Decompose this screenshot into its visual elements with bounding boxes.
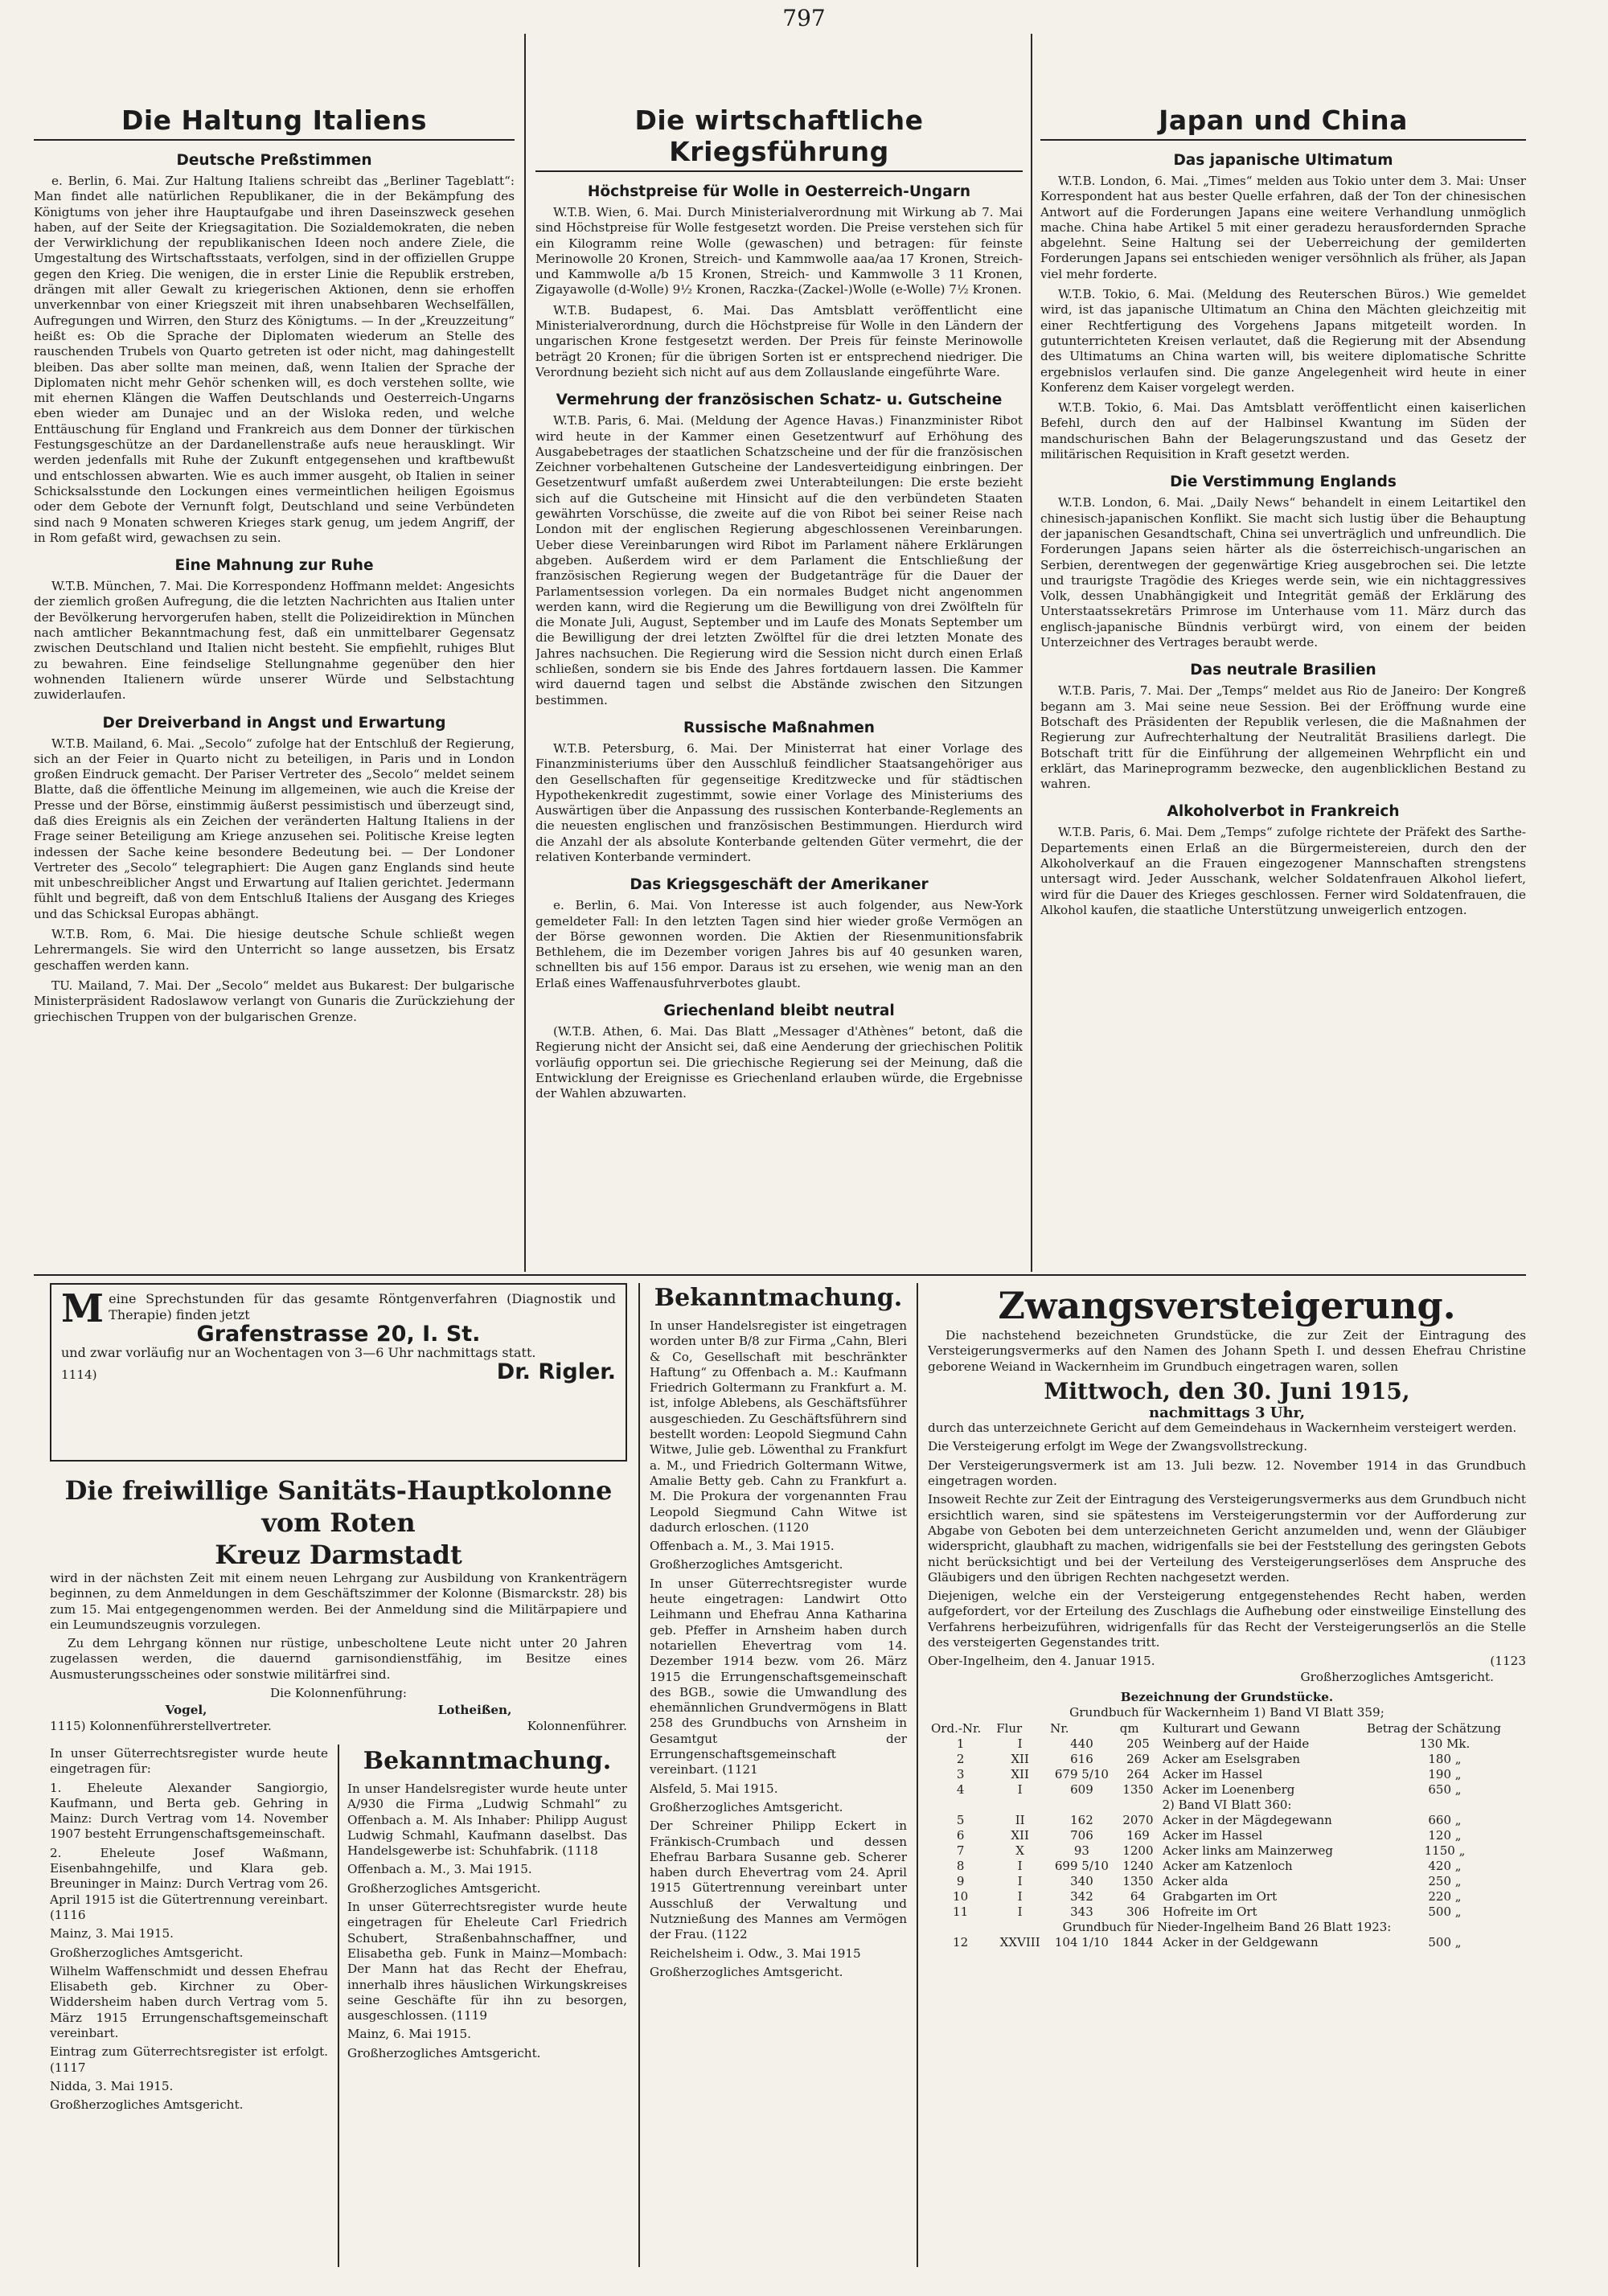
table-cell: XII [1011, 1751, 1029, 1766]
section-title: Vermehrung der französischen Schatz- u. Gutscheine [556, 392, 1003, 409]
table-cell: 306 [1126, 1904, 1150, 1919]
notice-paragraph: Großherzogliches Amtsgericht. [347, 1880, 541, 1896]
table-cell: 130 Mk. [1419, 1736, 1471, 1751]
ad-ref: 1115) [50, 1718, 86, 1733]
ad-sanitaet-leadership: Die Kolonnenführung: [269, 1686, 408, 1701]
ad-line2: und zwar vorläufig nur an Wochentagen von 3—6 Uhr nachmittags statt. [61, 1345, 536, 1361]
column-headline: Japan und China [1159, 105, 1408, 136]
table-cell: 1350 [1122, 1873, 1154, 1888]
article-body [535, 898, 1023, 991]
notice-paragraph: durch das unterzeichnete Gericht auf dem Gemeindehaus in Wackernheim versteigert werden. [928, 1421, 1517, 1436]
table-cell: 120 „ [1428, 1827, 1462, 1843]
article-body [535, 413, 1023, 708]
column-war-economy [535, 34, 1023, 1272]
column-divider [524, 34, 526, 1272]
section-title: Deutsche Preßstimmen [176, 152, 372, 169]
notice-paragraph: Großherzogliches Amtsgericht. [347, 2045, 541, 2060]
table-cell: Acker alda [1163, 1873, 1229, 1888]
column-japan-china [1040, 34, 1526, 1272]
table-cell: I [1017, 1858, 1023, 1873]
table-cell: Acker im Hassel [1163, 1827, 1263, 1843]
article-body [34, 736, 515, 1025]
notice-paragraph: 1. Eheleute Alexander Sangiorgio, Kaufmann, und Berta geb. Gehring in Mainz: Durch Vertrag vom 14. November 1907 besteht Errungenschaftsgemeinschaft. [50, 1780, 328, 1842]
signer-role: Kolonnenführerstellvertreter. [89, 1718, 272, 1733]
table-cell: 190 „ [1428, 1766, 1462, 1781]
table-cell: 706 [1070, 1827, 1093, 1843]
article-paragraph: e. Berlin, 6. Mai. Von Interesse ist auch folgender, aus New-York gemeldeter Fall: In den letzten Tagen sind hier wieder große Vermögen an der Börse gewonnen worden. Die Aktien der Riesenmunitionsfabrik Bethlehem, die im Dezember vorigen Jahres bis auf 40 gesunken waren, schnellten bis auf 156 empor. Daraus ist zu ersehen, wie wenig man an den Erlaß eines Waffenausfuhrverbotes glaubt. [535, 898, 1023, 990]
table-row [928, 1752, 1526, 1767]
notice-paragraph: Die Versteigerung erfolgt im Wege der Zwangsvollstreckung. [928, 1439, 1308, 1454]
ad-bekanntmachung-schmahl [347, 1746, 627, 2261]
table-cell: 679 5/10 [1054, 1766, 1109, 1781]
table-cell: Acker in der Geldgewann [1163, 1934, 1319, 1950]
section-title: Eine Mahnung zur Ruhe [174, 557, 374, 575]
ad-zwang-book2: 2) Band VI Blatt 360: [1162, 1797, 1292, 1812]
table-cell: 650 „ [1428, 1781, 1462, 1797]
notice-paragraph: Insoweit Rechte zur Zeit der Eintragung des Versteigerungsvermerks aus dem Grundbuch nicht ersichtlich waren, sind sie spätestens im Versteigerungstermin vor der Aufforderung zur Abgabe von Geboten bei dem unterzeichneten Gericht anzumelden und, wenn der Gläubiger widerspricht, glaubhaft zu machen, widrigenfalls sie bei der Feststellung des geringsten Gebots nicht berücksichtigt und bei der Verteilung des Versteigerungserlöses dem Anspruche des Gläubigers und den übrigen Rechten nachgesetzt werden. [928, 1492, 1526, 1585]
table-cell: XXVIII [999, 1934, 1040, 1950]
section-title: Das neutrale Brasilien [1190, 662, 1376, 679]
table-cell: XII [1011, 1766, 1029, 1781]
ad-sanitaet-text: wird in der nächsten Zeit mit einem neuen Lehrgang zur Ausbildung von Krankenträgern beginnen, zu dem Anmeldungen in dem Geschäftszimmer der Kolonne (Bismarckstr. 28) bis zum 15. Mai entgegengenommen werden. Bei der Anmeldung sind die Militärpapiere und ein Leumundszeugnis vorzulegen. [50, 1571, 627, 1632]
article-paragraph: W.T.B. Wien, 6. Mai. Durch Ministerialverordnung mit Wirkung ab 7. Mai sind Höchstpreise für Wolle festgesetzt worden. Die Preise verstehen sich für ein Kilogramm reine Wolle (gewaschen) und betragen: für feinste Merinowolle 20 Kronen, Streich- und Kammwolle aaa/aa 17 Kronen, Streich- und Kammwolle a/b 15 Kronen, Streich- und Kammwolle 3 11 Kronen, Zigayawolle (d-Wolle) 9½ Kronen, Raczka-(Zackel-)Wolle (e-Wolle) 7½ Kronen. [535, 205, 1023, 297]
notice-paragraph: 2. Eheleute Josef Waßmann, Eisenbahngehilfe, und Klara geb. Breuninger in Mainz: Durch Vertrag vom 26. April 1915 ist die Gütertrennung vereinbart. (1116 [50, 1845, 328, 1922]
table-cell: 7 [956, 1843, 965, 1858]
table-cell: Acker im Loenenberg [1163, 1781, 1295, 1797]
section-divider [34, 1274, 1526, 1276]
ad-zwangsversteigerung [928, 1283, 1526, 2261]
table-row [928, 1736, 1526, 1752]
column-divider [917, 1283, 918, 2267]
table-cell: Grabgarten im Ort [1163, 1888, 1278, 1904]
section-title: Russische Maßnahmen [683, 719, 875, 736]
table-cell: 1150 „ [1424, 1843, 1466, 1858]
news-columns [34, 34, 1526, 1272]
signer-name: Vogel, [165, 1703, 207, 1718]
article-body [34, 579, 515, 703]
table-cell: 2 [956, 1751, 965, 1766]
article-paragraph: W.T.B. Paris, 6. Mai. Dem „Temps“ zufolge richtete der Präfekt des Sarthe-Departements einen Erlaß an die Bürgermeistereien, durch den der Alkoholverkauf an die Frauen eingezogener Mannschaften strengstens untersagt wird. Jeder Ausschank, welcher Soldatenfrauen Alkohol liefert, wird für die Dauer des Krieges geschlossen. Ferner wird Soldatenfrauen, die Alkohol kaufen, die staatliche Unterstützung unweigerlich entzogen. [1040, 825, 1526, 917]
table-cell: 205 [1126, 1736, 1150, 1751]
table-cell: 269 [1126, 1751, 1150, 1766]
table-row [928, 1767, 1526, 1782]
notice-paragraph: Wilhelm Waffenschmidt und dessen Ehefrau Elisabeth geb. Kirchner zu Ober-Widdersheim haben durch Vertrag vom 5. März 1915 Errungenschaftsgemeinschaft vereinbart. [50, 1963, 328, 2041]
notice-paragraph: In unser Güterrechtsregister wurde heute eingetragen für Eheleute Carl Friedrich Schubert, Straßenbahnschaffner, und Elisabetha geb. Funk in Mainz—Mombach: Der Mann hat das Recht der Ehefrau, innerhalb ihres häuslichen Wirkungskreises seine Geschäfte für ihn zu besorgen, ausgeschlossen. (1119 [347, 1900, 627, 2023]
article-paragraph: W.T.B. München, 7. Mai. Die Korrespondenz Hoffmann meldet: Angesichts der ziemlich großen Aufregung, die die letzten Nachrichten aus Italien unter der Bevölkerung hervorgerufen haben, stellt die Polizeidirektion in München nach amtlicher Bekanntmachung fest, daß ein unmittelbarer Gegensatz zwischen Deutschland und Italien nicht besteht. Sie empfiehlt, ruhiges Blut zu bewahren. Eine feindselige Stellungnahme gegenüber den hier wohnenden Italienern würde unserer Würde und Selbstachtung zuwiderlaufen. [34, 579, 515, 703]
table-cell: I [1017, 1888, 1023, 1904]
notice-paragraph: Großherzogliches Amtsgericht. [650, 1557, 843, 1572]
grundstuecke-table [928, 1721, 1526, 1950]
article-body [34, 174, 515, 546]
ad-zwang-title: Zwangsversteigerung. [998, 1284, 1456, 1327]
ad-zwang-table-title: Bezeichnung der Grundstücke. [1120, 1689, 1334, 1704]
table-cell: 340 [1070, 1873, 1093, 1888]
ad-sanitaet [50, 1474, 627, 1740]
table-cell: 220 „ [1428, 1888, 1462, 1904]
section-title: Höchstpreise für Wolle in Oesterreich-Ungarn [587, 183, 971, 200]
table-cell: 660 „ [1428, 1812, 1462, 1827]
table-cell: 343 [1070, 1904, 1093, 1919]
table-cell: 93 [1073, 1843, 1089, 1858]
ad-bekanntmachung-cahn [650, 1283, 907, 2261]
table-header: Flur [996, 1720, 1023, 1736]
ad-sanitaet-title: Die freiwillige Sanitäts-Hauptkolonne vom Roten [64, 1475, 613, 1538]
table-cell: 699 5/10 [1054, 1858, 1109, 1873]
table-cell: 9 [956, 1873, 965, 1888]
signer-name: Lotheißen, [437, 1703, 512, 1718]
table-cell: I [1017, 1736, 1023, 1751]
article-paragraph: W.T.B. Petersburg, 6. Mai. Der Ministerrat hat einer Vorlage des Finanzministeriums über den Ausschluß feindlicher Staatsangehöriger aus den Gesellschaften für gegenseitige Kreditzwecke und für städtischen Hypothekenkredit zugestimmt, sowie einer Vorlage des Ministeriums des Auswärtigen über die Anpassung des russischen Konterbande-Reglements an die neuesten englischen und französischen Bestimmungen. Hierdurch wird die Anzahl der als absolute Konterbande geltenden Güter vermehrt, die der relativen Konterbande vermindert. [535, 740, 1023, 864]
article-paragraph: W.T.B. Paris, 7. Mai. Der „Temps“ meldet aus Rio de Janeiro: Der Kongreß begann am 3. Mai seine neue Session. Bei der Eröffnung wurde eine Botschaft des Präsidenten der Republik verlesen, die die Maßnahmen der Regierung zur Aufrechterhaltung der Neutralität Brasiliens darlegt. Die Botschaft tritt für die Einführung der allgemeinen Wehrpflicht ein und erklärt, das Marineprogramm bezwecke, den augenblicklichen Bestand zu wahren. [1040, 683, 1526, 792]
notice-paragraph: Großherzogliches Amtsgericht. [50, 2097, 244, 2113]
table-cell: 250 „ [1428, 1873, 1462, 1888]
table-header: Betrag der Schätzung [1366, 1720, 1501, 1736]
table-cell: 1350 [1122, 1781, 1154, 1797]
article-paragraph: W.T.B. London, 6. Mai. „Times“ melden aus Tokio unter dem 3. Mai: Unser Korrespondent hat aus bester Quelle erfahren, daß der Ton der chinesischen Antwort auf die Forderungen Japans eine weitere Verhandlung unmöglich mache. China habe Artikel 5 mit einer geradezu herausfordernden Sprache abgelehnt. Seine Haltung sei der Ueberreichung der gemilderten Forderungen Japans sei entschieden weniger versöhnlich als früher, als Japan viel mehr forderte. [1040, 174, 1526, 281]
table-cell: 1 [956, 1736, 965, 1751]
notice-paragraph: In unser Güterrechtsregister wurde heute eingetragen: Landwirt Otto Leihmann und Ehefrau Anna Katharina geb. Pfeffer in Arnsheim haben durch notariellen Ehevertrag vom 14. Dezember 1914 bezw. vom 26. März 1915 die Errungenschaftsgemeinschaft des BGB., sowie die Umwandlung des ehemännlichen Grundvermögens in Blatt 258 des Grundbuchs von Arnsheim in Gesamtgut der Errungenschaftsgemeinschaft vereinbart. (1121 [650, 1576, 907, 1777]
table-cell: 4 [956, 1781, 965, 1797]
table-cell: 1240 [1122, 1858, 1154, 1873]
headline-rule [535, 170, 1023, 172]
table-cell: 8 [956, 1858, 965, 1873]
table-row [928, 1889, 1526, 1904]
table-cell: 6 [956, 1827, 965, 1843]
column-divider [638, 1283, 640, 2267]
ad-rigler [50, 1283, 627, 1462]
article-body [1040, 825, 1526, 918]
ad-zwang-place-date: Ober-Ingelheim, den 4. Januar 1915. [928, 1654, 1155, 1669]
ad-sanitaet-title2: Kreuz Darmstadt [215, 1540, 462, 1570]
table-cell: 64 [1130, 1888, 1146, 1904]
section-title: Die Verstimmung Englands [1170, 474, 1397, 491]
ad-title: Bekanntmachung. [654, 1284, 903, 1312]
table-cell: Acker links am Mainzerweg [1163, 1843, 1334, 1858]
table-cell: 616 [1070, 1751, 1093, 1766]
article-paragraph: (W.T.B. Athen, 6. Mai. Das Blatt „Messager d'Athènes“ betont, daß die Regierung nicht der Ansicht sei, daß eine Aenderung der griechischen Politik vorläufig opportun sei. Die griechische Regierung sei der Meinung, daß die Entwicklung der Ereignisse es Griechenland erlauben würde, die Ergebnisse der Wahlen abzuwarten. [535, 1024, 1023, 1101]
table-cell: 609 [1070, 1781, 1093, 1797]
ad-zwang-date: Mittwoch, den 30. Juni 1915, [1044, 1377, 1410, 1404]
ad-title: Bekanntmachung. [363, 1747, 612, 1775]
table-cell: 1200 [1122, 1843, 1154, 1858]
table-header: Nr. [1050, 1720, 1069, 1736]
column-headline: Die Haltung Italiens [121, 105, 428, 136]
article-paragraph: e. Berlin, 6. Mai. Zur Haltung Italiens schreibt das „Berliner Tageblatt“: Man findet alle natürlichen Republikaner, die in der Bekämpfung des Königtums von jeher ihre Hauptaufgabe und ihren Daseinszweck gesehen haben, auf der Seite der Kriegsagitation. Die Sozialdemokraten, die neben der Verwirklichung der republikanischen Ideen noch andere Ziele, die Umgestaltung des Wirtschaftsstaats, verfolgen, sind in der offiziellen Gruppe gegen den Krieg. Die wenigen, die in erster Linie die Republik erstreben, drängen mit aller Gewalt zu kriegerischen Aktionen, denn sie erhoffen unverkennbar von einer Kriegszeit mit ihren unabsehbaren Wechselfällen, Aufregungen und Wirren, den Sturz des Königtums. — In der „Kreuzzeitung“ heißt es: Ob die Sprache der Diplomaten wiederum an Stelle des rauschenden Trubels von Quarto getreten ist oder nicht, mag dahingestellt bleiben. Das aber sollte man meinen, daß, wenn Italien der Sprache der Diplomaten nicht mehr Gehör schenken will, es doch verstehen sollte, wie mit ehernen Klängen die Waffen Deutschlands und Oesterreich-Ungarns eben wieder am Dunajec und an der Wisloka reden, und welche Enttäuschung für England und Frankreich aus dem Donner der türkischen Festungsgeschütze an der Dardanellenstraße aufs neue herausklingt. Wir werden jedenfalls mit Ruhe der Zukunft entgegensehen und kraftbewußt und entschlossen abwarten. Wie es auch immer ausgeht, ob Italien in seiner Schicksalsstunde den Lockungen eines vermeintlichen heiligen Egoismus oder dem Gebote der Vernunft folgt, Deutschland und seine Verbündeten sind nach 9 Monaten schweren Krieges stark genug, um jedem Angriff, der in Rom gefaßt wird, gewachsen zu sein. [34, 174, 515, 545]
notice-paragraph: In unser Handelsregister wurde heute unter A/930 die Firma „Ludwig Schmahl“ zu Offenbach a. M. Als Inhaber: Philipp August Ludwig Schmahl, Kaufmann daselbst. Das Handelsgewerbe ist: Schuhfabrik. (1118 [347, 1781, 627, 1859]
article-body [535, 205, 1023, 380]
table-cell: Weinberg auf der Haide [1163, 1736, 1310, 1751]
table-row [928, 1859, 1526, 1874]
table-cell: Acker im Hassel [1163, 1766, 1263, 1781]
table-cell: I [1017, 1781, 1023, 1797]
table-cell: Acker in der Mägdegewann [1163, 1812, 1332, 1827]
notice-paragraph: Reichelsheim i. Odw., 3. Mai 1915 [650, 1945, 861, 1961]
table-header: Ord.-Nr. [931, 1720, 982, 1736]
table-cell: 264 [1126, 1766, 1150, 1781]
table-cell: Acker am Eselsgraben [1163, 1751, 1301, 1766]
table-cell: 12 [953, 1934, 969, 1950]
table-cell: 500 „ [1428, 1934, 1462, 1950]
column-headline: Die wirtschaftliche Kriegsführung [634, 105, 924, 167]
table-row [928, 1935, 1526, 1950]
section-title: Alkoholverbot in Frankreich [1167, 803, 1400, 821]
table-cell: 500 „ [1428, 1904, 1462, 1919]
table-cell: 3 [956, 1766, 965, 1781]
article-paragraph: W.T.B. Budapest, 6. Mai. Das Amtsblatt veröffentlicht eine Ministerialverordnung, durch die Höchstpreise für Wolle in den Ländern der ungarischen Krone festgesetzt werden. Der Preis für feinste Merinowolle beträgt 20 Kronen; für die übrigen Sorten ist er entsprechend niedriger. Die Verordnung bezieht sich nicht auf aus dem Zollauslande eingeführte Ware. [535, 302, 1023, 379]
ad-zwang-intro: Die nachstehend bezeichneten Grundstücke, die zur Zeit der Eintragung des Versteigerungsvermerks auf den Namen des Johann Speth I. und dessen Ehefrau Christine geborene Weiand in Wackernheim im Grundbuch eingetragen waren, sollen [928, 1328, 1526, 1374]
article-paragraph: W.T.B. Tokio, 6. Mai. (Meldung des Reuterschen Büros.) Wie gemeldet wird, ist das japanische Ultimatum an China den Mächten gleichzeitig mit einer Rechtfertigung des Vorgehens Japans mitgeteilt worden. In gutunterrichteten Kreisen verlautet, daß die Regierung mit der Absendung des Ultimatums an China warten will, bis weitere diplomatische Schritte ergebnislos verlaufen sind. Die ganze Angelegenheit wird heute in einer Konferenz dem Kaiser vorgelegt werden. [1040, 287, 1526, 395]
table-row [928, 1904, 1526, 1920]
article-body [1040, 495, 1526, 650]
table-cell: 420 „ [1428, 1858, 1462, 1873]
column-divider [338, 1745, 339, 2267]
table-cell: 10 [953, 1888, 969, 1904]
article-paragraph: W.T.B. Rom, 6. Mai. Die hiesige deutsche Schule schließt wegen Lehrermangels. Sie wird den Unterricht so lange aussetzen, bis Ersatz geschaffen werden kann. [34, 927, 515, 973]
column-italy [34, 34, 515, 1272]
ad-line1: eine Sprechstunden für das gesamte Röntgenverfahren (Diagnostik und Therapie) finden jetzt [109, 1291, 616, 1322]
notice-paragraph: Offenbach a. M., 3. Mai 1915. [650, 1539, 835, 1554]
notice-paragraph: In unser Handelsregister ist eingetragen worden unter B/8 zur Firma „Cahn, Bleri & Co, Gesellschaft mit beschränkter Haftung“ zu Offenbach a. M.: Kaufmann Friedrich Goltermann zu Frankfurt a. M. ist, infolge Ablebens, als Geschäftsführer ausgeschieden. Zu Geschäftsführern sind bestellt worden: Leopold Siegmund Cahn Witwe, Julie geb. Löwenthal zu Frankfurt a. M., und Friedrich Goltermann Witwe, Amalie Betty geb. Cahn zu Frankfurt a. M. Die Prokura der vorgenannten Frau Leopold Siegmund Cahn Witwe ist dadurch erloschen. (1120 [650, 1318, 907, 1535]
article-paragraph: W.T.B. Mailand, 6. Mai. „Secolo“ zufolge hat der Entschluß der Regierung, sich an der Feier in Quarto nicht zu beteiligen, in Paris und in London großen Eindruck gemacht. Der Pariser Vertreter des „Secolo“ meldet seinem Blatte, daß die öffentliche Meinung im allgemeinen, wie auch die Kreise der Presse und der Börse, einstimmig äußerst pessimistisch und überzeugt sind, daß dies Ereignis als ein Zeichen der veränderten Haltung Italiens in der Frage seiner Beteiligung am Kriege anzusehen sei. Politische Kreise legten indessen der Sache keine besondere Bedeutung bei. — Der Londoner Vertreter des „Secolo“ telegraphiert: Die Augen ganz Englands sind heute mit unbeschreiblicher Angst und Erwartung auf Italien gerichtet. Jedermann fühlt und begreift, daß von dem Entschluß Italiens der Ausgang des Krieges und das Schicksal Europas abhängt. [34, 736, 515, 921]
table-cell: 5 [956, 1812, 965, 1827]
ad-initial: M [61, 1286, 105, 1331]
notice-paragraph: Der Versteigerungsvermerk ist am 13. Juli bezw. 12. November 1914 in das Grundbuch eingetragen worden. [928, 1458, 1526, 1489]
table-row [928, 1813, 1526, 1828]
article-paragraph: TU. Mailand, 7. Mai. Der „Secolo“ meldet aus Bukarest: Der bulgarische Ministerpräsident Radoslawow verlangt von Gunaris die Zurückziehung der griechischen Truppen von der bulgarischen Grenze. [34, 978, 515, 1024]
ad-zwang-book3: Grundbuch für Nieder-Ingelheim Band 26 Blatt 1923: [1062, 1919, 1392, 1934]
ad-zwang-ref: (1123 [1490, 1654, 1526, 1669]
article-body [535, 741, 1023, 865]
notice-paragraph: Eintrag zum Güterrechtsregister ist erfolgt. (1117 [50, 2044, 328, 2075]
table-cell: 180 „ [1428, 1751, 1462, 1766]
ad-zwang-time: nachmittags 3 Uhr, [1149, 1404, 1305, 1421]
section-title: Das Kriegsgeschäft der Amerikaner [630, 876, 929, 894]
section-title: Das japanische Ultimatum [1173, 152, 1393, 169]
table-cell: 440 [1070, 1736, 1093, 1751]
table-row [928, 1782, 1526, 1798]
article-paragraph: W.T.B. Tokio, 6. Mai. Das Amtsblatt veröffentlicht einen kaiserlichen Befehl, durch den auf der Halbinsel Kwantung im Süden der mandschurischen Bahn der Belagerungszustand und das Gesetz der militärischen Requisition in Kraft gesetzt werden. [1040, 400, 1526, 462]
table-cell: II [1015, 1812, 1025, 1827]
table-row [928, 1843, 1526, 1859]
table-row [928, 1828, 1526, 1843]
table-row [928, 1874, 1526, 1889]
notice-paragraph: Mainz, 6. Mai 1915. [347, 2027, 471, 2042]
table-cell: 342 [1070, 1888, 1093, 1904]
table-cell: Hofreite im Ort [1163, 1904, 1257, 1919]
table-cell: 2070 [1122, 1812, 1154, 1827]
table-cell: X [1015, 1843, 1024, 1858]
ad-ref: 1114) [61, 1367, 97, 1383]
table-header: qm [1119, 1720, 1139, 1736]
article-paragraph: W.T.B. London, 6. Mai. „Daily News“ behandelt in einem Leitartikel den chinesisch-japanischen Konflikt. Sie macht sich lustig über die Behauptung der japanischen Gesandtschaft, China sei unverträglich und unfreundlich. Die Forderungen Japans seien härter als die österreichisch-ungarischen an Serbien, derentwegen der gegenwärtige Krieg ausgebrochen sei. Die letzte und traurigste Tragödie des Krieges werde sein, wie ein nichtaggressives Volk, dessen Unabhängigkeit und Integrität gemäß der Erklärung des Unterstaatssekretärs Primrose im Unterhause vom 11. März durch das englisch-japanische Bündnis verbürgt wird, von einem der beiden Unterzeichner des Vertrages beraubt werde. [1040, 495, 1526, 650]
notice-paragraph: Der Schreiner Philipp Eckert in Fränkisch-Crumbach und dessen Ehefrau Barbara Susanne geb. Scherer haben durch Ehevertrag vom 24. April 1915 Gütertrennung vereinbart unter Ausschluß der Verwaltung und Nutznießung des Mannes am Vermögen der Frau. (1122 [650, 1818, 907, 1942]
headline-rule [34, 139, 515, 141]
table-cell: Acker am Katzenloch [1163, 1858, 1293, 1873]
article-body [535, 1024, 1023, 1101]
ad-address: Grafenstrasse 20, I. St. [196, 1322, 481, 1347]
signer-role: Kolonnenführer. [527, 1718, 627, 1733]
notice-paragraph: Großherzogliches Amtsgericht. [650, 1964, 843, 1979]
article-paragraph: W.T.B. Paris, 6. Mai. (Meldung der Agence Havas.) Finanzminister Ribot wird heute in der Kammer einen Gesetzentwurf auf Erhöhung des Ausgabebetrages der staatlichen Schatzscheine und der für die französischen Zeichner vorbehaltenen Gutscheine der Landesverteidigung einbringen. Der Gesetzentwurf umfaßt außerdem zwei Unterabteilungen: Die erste bezieht sich auf die Gutscheine mit Hinsicht auf die den verbündeten Staaten gewährten Vorschüsse, die zweite auf die von Ribot bei seiner Reise nach London mit der englischen Regierung abgeschlossenen Vereinbarungen. Ueber diese Vereinbarungen wird Ribot im Parlament nähere Erklärungen abgeben. Außerdem wird er dem Parlament die Entschließung der französischen Regierung wegen der Budgetanträge für die Dauer der Parlamentsession vorlegen. Da ein normales Budget nicht angenommen werden kann, wird die Regierung um die Bewilligung von drei Zwölfteln für die Monate Juli, August, September und im Laufe des Monats September um die Bewilligung der drei letzten Zwölftel für die drei letzten Monate des Jahres nachsuchen. Die Regierung wird die Session nicht durch einen Erlaß schließen, sondern sie bis Ende des Jahres fortdauern lassen. Die Kammer wird dauernd tagen und selbst die Abstände zwischen den Sitzungen bestimmen. [535, 413, 1023, 707]
section-title: Griechenland bleibt neutral [663, 1002, 895, 1020]
table-cell: 162 [1070, 1812, 1093, 1827]
ad-zwang-court: Großherzogliches Amtsgericht. [1300, 1669, 1494, 1684]
article-body [1040, 174, 1526, 462]
table-cell: I [1017, 1904, 1023, 1919]
notice-paragraph: Diejenigen, welche ein der Versteigerung entgegenstehendes Recht haben, werden aufgefordert, vor der Erteilung des Zuschlags die Aufhebung oder einstweilige Einstellung des Verfahrens herbeizuführen, widrigenfalls für das Recht der Versteigerungserlös an die Stelle des versteigerten Gegenstandes tritt. [928, 1589, 1526, 1650]
section-title: Der Dreiverband in Angst und Erwartung [102, 714, 446, 732]
article-body [1040, 683, 1526, 792]
table-cell: 169 [1126, 1827, 1150, 1843]
ad-gueterrecht-mainz [50, 1746, 328, 2261]
table-cell: 1844 [1122, 1934, 1154, 1950]
column-divider [1031, 34, 1032, 1272]
ad-sanitaet-text: Zu dem Lehrgang können nur rüstige, unbescholtene Leute nicht unter 20 Jahren zugelassen werden, die dauernd garnisondienstfähig, im Besitze eines Ausmusterungsscheines oder sonstwie militärfrei sind. [50, 1636, 627, 1682]
notice-paragraph: Alsfeld, 5. Mai 1915. [650, 1781, 778, 1796]
page-number: 797 [782, 5, 826, 31]
table-cell: 104 1/10 [1054, 1934, 1109, 1950]
ad-zwang-book1: Grundbuch für Wackernheim 1) Band VI Blatt 359; [1069, 1705, 1384, 1720]
table-cell: I [1017, 1873, 1023, 1888]
notice-paragraph: Nidda, 3. Mai 1915. [50, 2078, 174, 2093]
notice-paragraph: Mainz, 3. Mai 1915. [50, 1926, 174, 1941]
headline-rule [1040, 139, 1526, 141]
notice-paragraph: Großherzogliches Amtsgericht. [650, 1799, 843, 1814]
ad-signature: Dr. Rigler. [496, 1359, 616, 1385]
table-header: Kulturart und Gewann [1163, 1720, 1300, 1736]
table-cell: 11 [953, 1904, 969, 1919]
notice-paragraph: Offenbach a. M., 3. Mai 1915. [347, 1862, 532, 1877]
notice-paragraph: In unser Güterrechtsregister wurde heute eingetragen für: [50, 1746, 328, 1777]
table-cell: XII [1011, 1827, 1029, 1843]
notice-paragraph: Großherzogliches Amtsgericht. [50, 1945, 244, 1960]
